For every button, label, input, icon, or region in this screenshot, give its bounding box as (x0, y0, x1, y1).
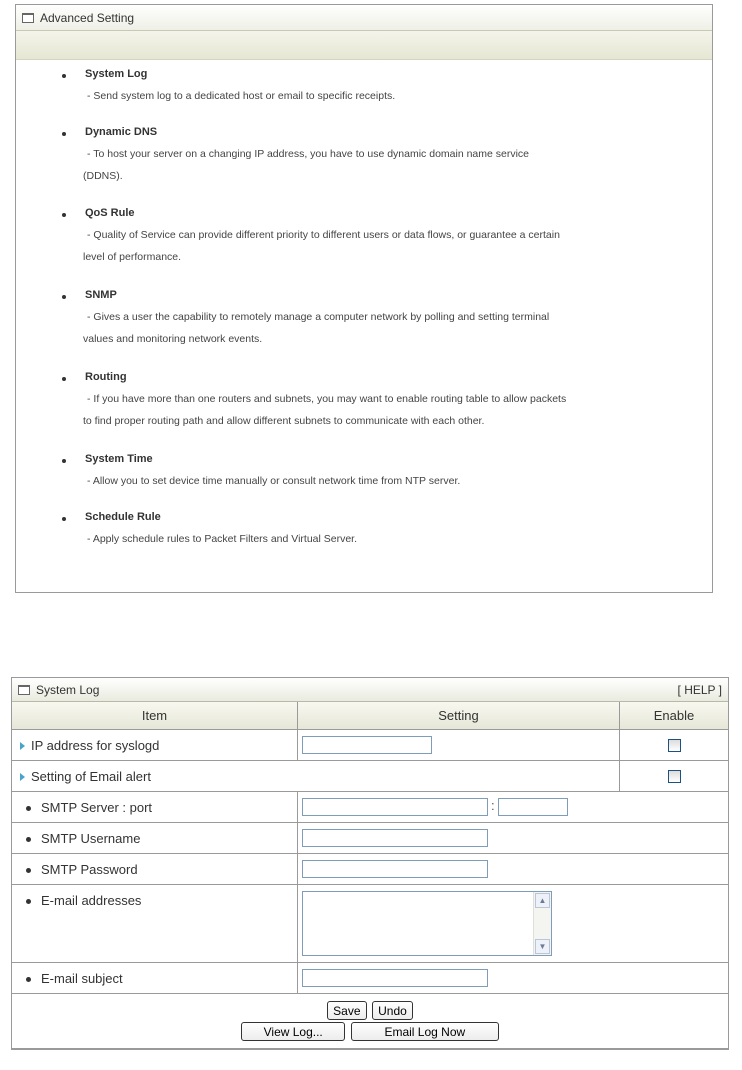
bullet-icon (62, 132, 66, 136)
feature-name: Routing (85, 371, 127, 383)
column-header-item: Item (12, 702, 298, 730)
table-row (12, 761, 728, 792)
table-header-row (12, 702, 728, 730)
save-button[interactable]: Save (327, 1001, 366, 1020)
smtp-server-label: SMTP Server : port (41, 799, 153, 815)
arrow-right-icon (20, 773, 25, 781)
advanced-setting-header (16, 5, 712, 31)
feature-name: Dynamic DNS (85, 126, 158, 138)
feature-name: SNMP (85, 289, 117, 301)
scrollbar[interactable] (533, 892, 551, 955)
column-header-enable: Enable (620, 702, 729, 730)
email-addresses-textarea[interactable] (302, 891, 552, 956)
feature-desc: - If you have more than one routers and subnets, you may want to enable routing table to allow packets (87, 393, 567, 405)
feature-name: QoS Rule (85, 207, 135, 219)
feature-desc: - Send system log to a dedicated host or email to specific receipts. (87, 90, 396, 102)
table-row (12, 885, 728, 963)
smtp-server-input[interactable] (302, 798, 488, 816)
scroll-up-icon[interactable]: ▲ (535, 893, 550, 908)
smtp-port-input[interactable] (498, 798, 568, 816)
scroll-down-icon[interactable]: ▼ (535, 939, 550, 954)
email-alert-enable-checkbox[interactable] (668, 770, 681, 783)
feature-desc: - Allow you to set device time manually or consult network time from NTP server. (87, 475, 461, 487)
feature-item-dynamic-dns (16, 121, 712, 200)
system-log-title: System Log (36, 682, 100, 697)
port-separator: : (491, 798, 495, 814)
window-icon (22, 13, 34, 23)
email-alert-label: Setting of Email alert (31, 768, 151, 784)
table-row (12, 823, 728, 854)
view-log-button[interactable]: View Log... (241, 1022, 345, 1041)
feature-desc-cont: level of performance. (83, 251, 182, 263)
bullet-icon (62, 377, 66, 381)
syslogd-ip-input[interactable] (302, 736, 432, 754)
email-subject-label: E-mail subject (41, 970, 123, 986)
bullet-icon (26, 977, 31, 982)
feature-item-routing (16, 366, 712, 446)
feature-item-snmp (16, 284, 712, 364)
smtp-username-label: SMTP Username (41, 830, 141, 846)
advanced-feature-list (16, 61, 712, 562)
feature-name: Schedule Rule (85, 511, 161, 523)
feature-name: System Time (85, 453, 153, 465)
feature-desc-cont: to find proper routing path and allow different subnets to communicate with each other. (83, 415, 485, 427)
header-band (16, 31, 712, 60)
syslogd-enable-checkbox[interactable] (668, 739, 681, 752)
email-addresses-label: E-mail addresses (41, 893, 142, 908)
feature-desc: - Quality of Service can provide different priority to different users or data flows, or guarantee a certain (87, 229, 560, 241)
bullet-icon (26, 868, 31, 873)
arrow-right-icon (20, 742, 25, 750)
bullet-icon (62, 517, 66, 521)
column-header-setting: Setting (298, 702, 620, 730)
system-log-panel (11, 677, 729, 1050)
feature-desc: - Gives a user the capability to remotely manage a computer network by polling and setting terminal (87, 311, 550, 323)
bullet-icon (62, 295, 66, 299)
advanced-setting-panel (15, 4, 713, 593)
bullet-icon (26, 806, 31, 811)
bullet-icon (26, 837, 31, 842)
bullet-icon (62, 74, 66, 78)
help-link[interactable]: [ HELP ] (677, 682, 722, 697)
feature-desc: - Apply schedule rules to Packet Filters and Virtual Server. (87, 533, 358, 545)
feature-item-system-log (16, 63, 712, 119)
smtp-password-input[interactable] (302, 860, 488, 878)
bullet-icon (26, 899, 31, 904)
undo-button[interactable]: Undo (372, 1001, 413, 1020)
feature-desc-cont: (DDNS). (83, 170, 123, 182)
feature-desc: - To host your server on a changing IP address, you have to use dynamic domain name service (87, 148, 530, 160)
bullet-icon (62, 459, 66, 463)
feature-item-qos-rule (16, 202, 712, 282)
table-row (12, 963, 728, 994)
table-row (12, 792, 728, 823)
smtp-username-input[interactable] (302, 829, 488, 847)
advanced-setting-title: Advanced Setting (40, 10, 135, 25)
smtp-password-label: SMTP Password (41, 861, 138, 877)
feature-name: System Log (85, 68, 148, 80)
ip-syslogd-label: IP address for syslogd (31, 737, 160, 753)
table-row (12, 854, 728, 885)
feature-item-schedule-rule (16, 506, 712, 562)
feature-desc-cont: values and monitoring network events. (83, 333, 263, 345)
email-subject-input[interactable] (302, 969, 488, 987)
table-row (12, 730, 728, 761)
window-icon (18, 685, 30, 695)
button-row (12, 994, 728, 1049)
feature-item-system-time (16, 448, 712, 504)
system-log-table (12, 702, 728, 1049)
email-log-now-button[interactable]: Email Log Now (351, 1022, 499, 1041)
bullet-icon (62, 213, 66, 217)
system-log-header (12, 678, 728, 702)
